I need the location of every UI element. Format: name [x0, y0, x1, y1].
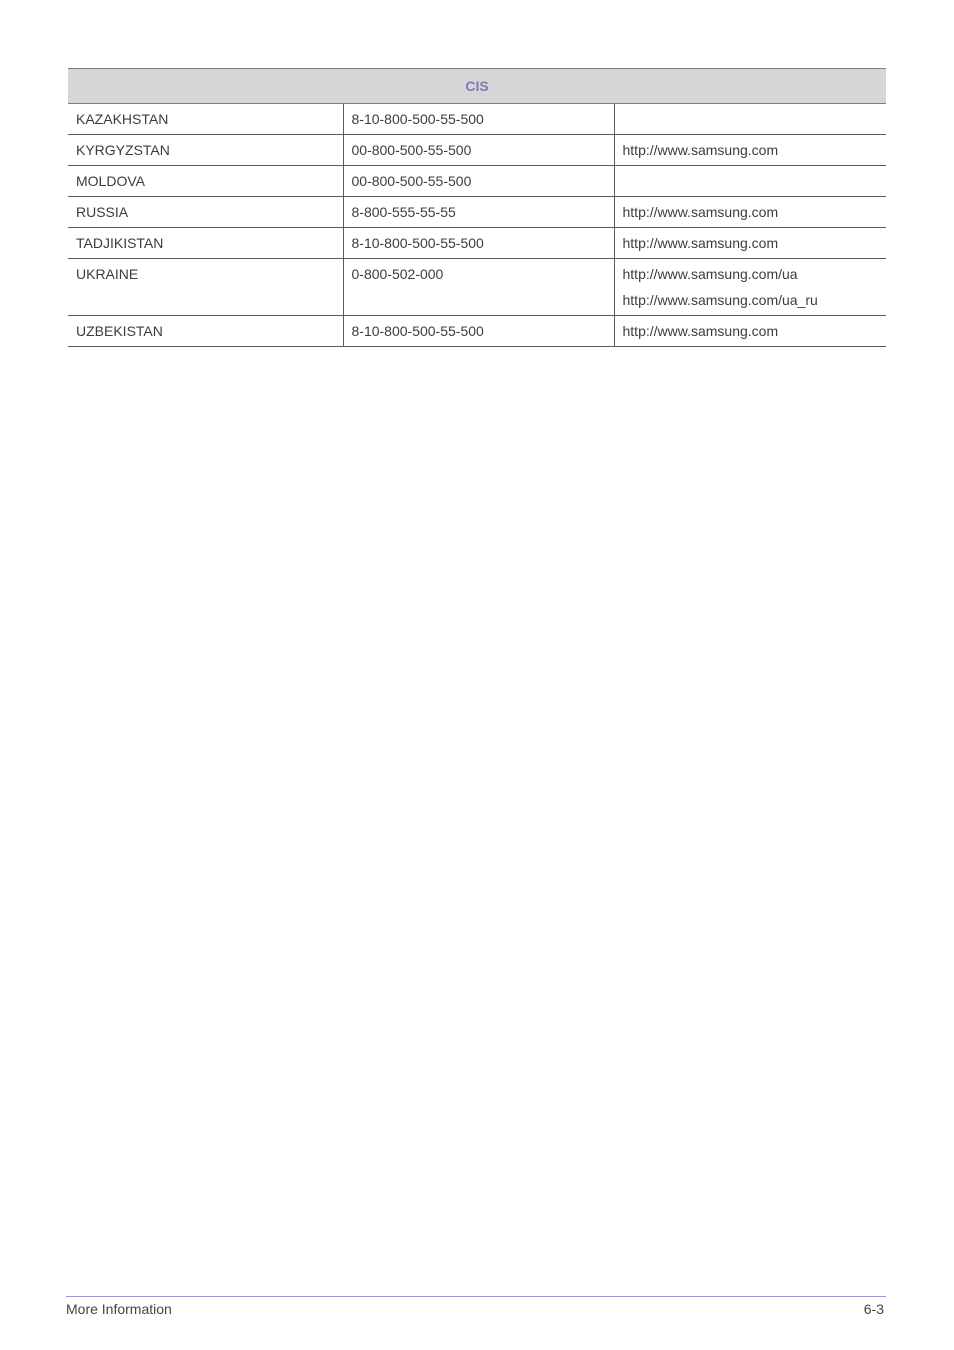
- phone-cell: 8-800-555-55-55: [343, 197, 614, 228]
- footer-section-title: More Information: [66, 1301, 172, 1317]
- website-link[interactable]: http://www.samsung.com: [622, 235, 779, 251]
- table-row: [68, 197, 886, 228]
- web-cell: [614, 228, 886, 259]
- country-cell: UKRAINE: [68, 259, 343, 316]
- web-cell: [614, 259, 886, 316]
- web-cell: [614, 166, 886, 197]
- table-row: [68, 316, 886, 347]
- table-row: [68, 228, 886, 259]
- web-cell: [614, 135, 886, 166]
- web-cell: [614, 316, 886, 347]
- country-cell: RUSSIA: [68, 197, 343, 228]
- country-cell: KAZAKHSTAN: [68, 104, 343, 135]
- region-header: CIS: [68, 69, 886, 104]
- table-row: [68, 259, 886, 316]
- page-number: 6-3: [863, 1301, 884, 1317]
- phone-cell: 00-800-500-55-500: [343, 135, 614, 166]
- web-cell: [614, 104, 886, 135]
- phone-cell: 00-800-500-55-500: [343, 166, 614, 197]
- table-row: [68, 104, 886, 135]
- website-link[interactable]: http://www.samsung.com/ua: [622, 266, 798, 282]
- table-row: [68, 166, 886, 197]
- phone-cell: 8-10-800-500-55-500: [343, 316, 614, 347]
- website-link[interactable]: http://www.samsung.com: [622, 323, 779, 339]
- table-header-row: [68, 69, 886, 104]
- phone-cell: 8-10-800-500-55-500: [343, 228, 614, 259]
- contact-table: [68, 68, 886, 347]
- footer-divider: [66, 1296, 886, 1297]
- country-cell: MOLDOVA: [68, 166, 343, 197]
- website-link[interactable]: http://www.samsung.com/ua_ru: [622, 292, 818, 308]
- country-cell: UZBEKISTAN: [68, 316, 343, 347]
- phone-cell: 0-800-502-000: [343, 259, 614, 316]
- web-cell: [614, 197, 886, 228]
- country-cell: KYRGYZSTAN: [68, 135, 343, 166]
- table-row: [68, 135, 886, 166]
- country-cell: TADJIKISTAN: [68, 228, 343, 259]
- website-link[interactable]: http://www.samsung.com: [622, 204, 779, 220]
- phone-cell: 8-10-800-500-55-500: [343, 104, 614, 135]
- website-link[interactable]: http://www.samsung.com: [622, 142, 779, 158]
